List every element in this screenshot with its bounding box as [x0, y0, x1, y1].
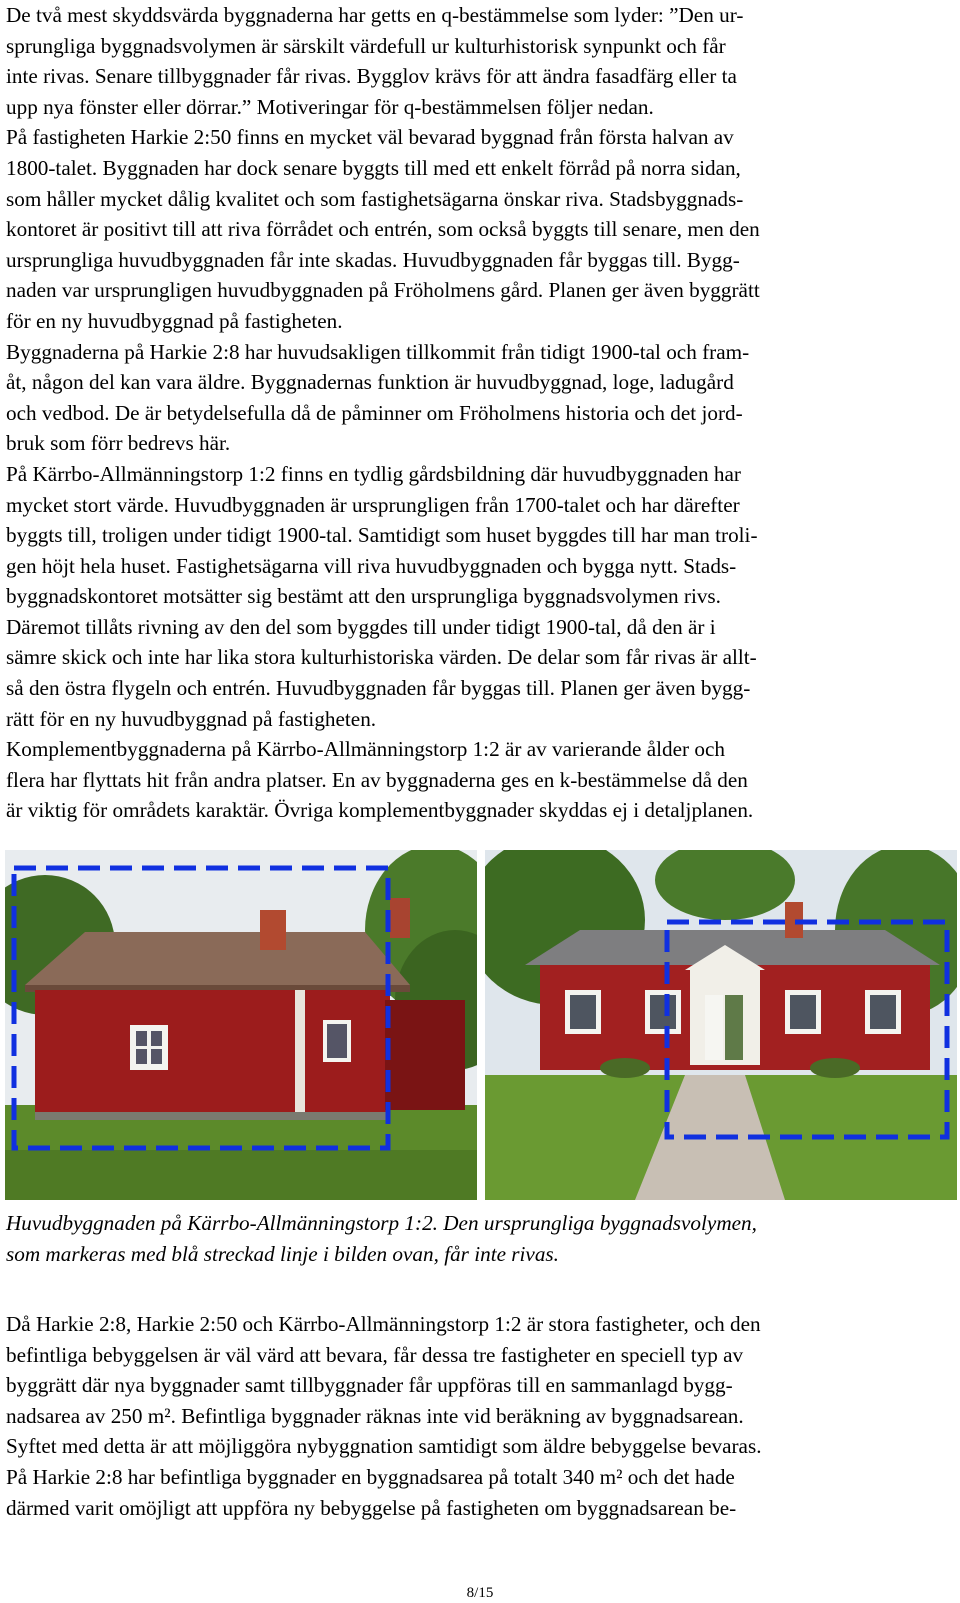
- text-line: mycket stort värde. Huvudbyggnaden är ursprungligen från 1700-talet och har därefter: [6, 492, 740, 517]
- text-line: flera har flyttats hit från andra platser. En av byggnaderna ges en k-bestämmelse då den: [6, 767, 748, 792]
- text-line: sämre skick och inte har lika stora kulturhistoriska värden. De delar som får rivas är allt-: [6, 645, 757, 670]
- text-line: bruk som förr bedrevs här.: [6, 431, 231, 456]
- text-line: byggrätt där nya byggnader samt tillbyggnader får uppföras till en sammanlagd bygg-: [6, 1373, 733, 1398]
- paragraph-harkie-2-50: [6, 122, 956, 336]
- text-line: naden var ursprungligen huvudbyggnaden på Fröholmens gård. Planen ger även byggrätt: [6, 278, 760, 303]
- text-line: inte rivas. Senare tillbyggnader får rivas. Bygglov krävs för att ändra fasadfärg eller ta: [6, 64, 737, 89]
- text-line: byggnadskontoret motsätter sig bestämt att den ursprungliga byggnadsvolymen rivs.: [6, 584, 721, 609]
- text-line: befintliga bebyggelsen är väl värd att bevara, får dessa tre fastigheter en speciell typ av: [6, 1342, 744, 1367]
- photo-row: [5, 850, 955, 1200]
- text-line: På Kärrbo-Allmänningstorp 1:2 finns en tydlig gårdsbildning där huvudbyggnaden har: [6, 461, 741, 486]
- text-line: upp nya fönster eller dörrar.” Motiveringar för q-bestämmelsen följer nedan.: [6, 94, 654, 119]
- paragraph-komplementbyggnader: [6, 734, 956, 826]
- paragraph-karrbo-allmanningstorp: [6, 459, 956, 734]
- paragraph-q-bestammelse: [6, 0, 956, 122]
- text-line: och vedbod. De är betydelsefulla då de påminner om Fröholmens historia och det jord-: [6, 400, 743, 425]
- text-line: De två mest skyddsvärda byggnaderna har getts en q-bestämmelse som lyder: ”Den ur-: [6, 3, 744, 27]
- page-number: 8/15: [466, 1585, 494, 1601]
- paragraph-byggratt: [6, 1309, 956, 1523]
- text-line: Byggnaderna på Harkie 2:8 har huvudsakligen tillkommit från tidigt 1900-tal och fram-: [6, 339, 750, 364]
- text-line: Komplementbyggnaderna på Kärrbo-Allmänningstorp 1:2 är av varierande ålder och: [6, 737, 725, 762]
- text-line: Syftet med detta är att möjliggöra nybyggnation samtidigt som äldre bebyggelse bevaras.: [6, 1434, 762, 1459]
- text-line: gen höjt hela huset. Fastighetsägarna vill riva huvudbyggnaden och bygga nytt. Stads-: [6, 553, 737, 578]
- text-line: Däremot tillåts rivning av den del som byggdes till under tidigt 1900-tal, då den är i: [6, 614, 716, 639]
- text-line: ursprungliga huvudbyggnaden får inte skadas. Huvudbyggnaden får byggas till. Bygg-: [6, 247, 740, 272]
- house-side-illustration: [5, 850, 477, 1200]
- text-line: åt, någon del kan vara äldre. Byggnadernas funktion är huvudbyggnad, loge, ladugård: [6, 370, 734, 395]
- photo-caption: [6, 1208, 956, 1269]
- text-line: är viktig för områdets karaktär. Övriga komplementbyggnader skyddas ej i detaljplanen.: [6, 798, 754, 823]
- text-line: som håller mycket dålig kvalitet och som fastighetsägarna önskar riva. Stadsbyggnads-: [6, 186, 744, 211]
- text-line: därmed varit omöjligt att uppföra ny bebyggelse på fastigheten om byggnadsarean be-: [6, 1495, 737, 1520]
- text-line: för en ny huvudbyggnad på fastigheten.: [6, 308, 343, 333]
- body-text-top: [6, 0, 956, 826]
- text-line: så den östra flygeln och entrén. Huvudbyggnaden får byggas till. Planen ger även bygg-: [6, 676, 751, 701]
- text-line: sprungliga byggnadsvolymen är särskilt värdefull ur kulturhistorisk synpunkt och får: [6, 33, 726, 58]
- text-line: 1800-talet. Byggnaden har dock senare byggts till med ett enkelt förråd på norra sidan,: [6, 155, 741, 180]
- body-text-bottom: [6, 1309, 956, 1523]
- text-line: rätt för en ny huvudbyggnad på fastigheten.: [6, 706, 377, 731]
- paragraph-harkie-2-8: [6, 337, 956, 459]
- photo-house-front-view: [485, 850, 957, 1200]
- house-front-illustration: [485, 850, 957, 1200]
- text-line: På Harkie 2:8 har befintliga byggnader en byggnadsarea på totalt 340 m² och det hade: [6, 1464, 735, 1489]
- text-line: byggts till, troligen under tidigt 1900-tal. Samtidigt som huset byggdes till har man troli-: [6, 523, 758, 548]
- text-line: kontoret är positivt till att riva förrådet och entrén, som också byggts till senare, men den: [6, 217, 760, 242]
- caption-line: Huvudbyggnaden på Kärrbo-Allmänningstorp 1:2. Den ursprungliga byggnadsvolymen,: [6, 1211, 757, 1235]
- text-line: Då Harkie 2:8, Harkie 2:50 och Kärrbo-Allmänningstorp 1:2 är stora fastigheter, och den: [6, 1312, 761, 1336]
- text-line: nadsarea av 250 m². Befintliga byggnader räknas inte vid beräkning av byggnadsarean.: [6, 1403, 744, 1428]
- photo-house-side-view: [5, 850, 477, 1200]
- caption-line: som markeras med blå streckad linje i bilden ovan, får inte rivas.: [6, 1241, 559, 1266]
- text-line: På fastigheten Harkie 2:50 finns en mycket väl bevarad byggnad från första halvan av: [6, 125, 734, 150]
